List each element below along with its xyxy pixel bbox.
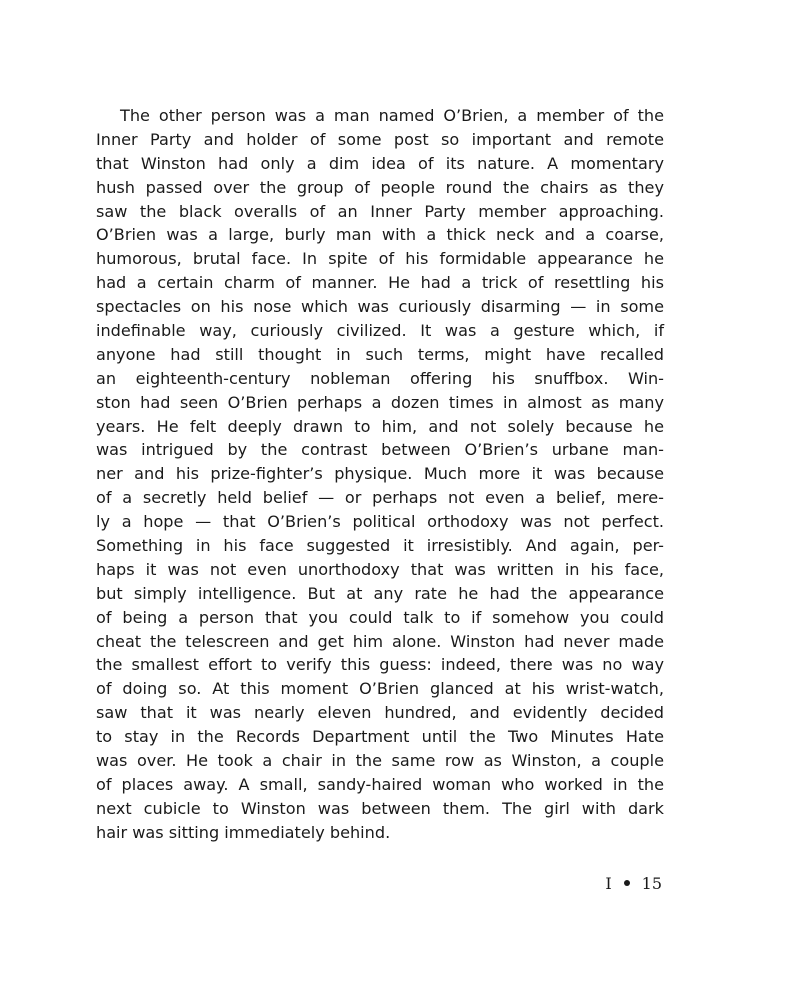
text-line: hair was sitting immediately behind. xyxy=(96,822,391,842)
text-line: was intrigued by the contrast between O’Brien’s urbane man- xyxy=(96,440,664,460)
text-line: but simply intelligence. But at any rate he had the appearance xyxy=(96,583,664,603)
text-line: The other person was a man named O’Brien, a member of the xyxy=(120,106,664,125)
text-line: of places away. A small, sandy-haired woman who worked in the xyxy=(96,774,664,794)
text-line: saw that it was nearly eleven hundred, and evidently decided xyxy=(96,703,664,723)
page-number: 15 xyxy=(641,874,662,893)
text-line: ly a hope — that O’Brien’s political orthodoxy was not perfect. xyxy=(96,512,664,532)
text-line: of a secretly held belief — or perhaps not even a belief, mere- xyxy=(96,488,664,508)
text-line: haps it was not even unorthodoxy that was written in his face, xyxy=(96,559,664,579)
text-line: Something in his face suggested it irresistibly. And again, per- xyxy=(96,536,664,556)
text-line: cheat the telescreen and get him alone. Winston had never made xyxy=(96,631,664,651)
text-line: was over. He took a chair in the same row as Winston, a couple xyxy=(96,751,664,771)
text-line: humorous, brutal face. In spite of his formidable appearance he xyxy=(96,249,664,269)
text-line: ston had seen O’Brien perhaps a dozen times in almost as many xyxy=(96,392,664,412)
text-line: an eighteenth-century nobleman offering his snuffbox. Win- xyxy=(96,368,664,388)
page-footer xyxy=(605,874,662,893)
text-line: ner and his prize-fighter’s physique. Much more it was because xyxy=(96,464,664,484)
bullet-separator xyxy=(624,880,630,886)
text-line: anyone had still thought in such terms, might have recalled xyxy=(96,344,664,364)
part-number: I xyxy=(605,874,612,893)
text-line: Inner Party and holder of some post so important and remote xyxy=(96,129,664,149)
text-line: of being a person that you could talk to if somehow you could xyxy=(96,607,664,627)
text-line: had a certain charm of manner. He had a trick of resettling his xyxy=(96,273,664,293)
text-line: of doing so. At this moment O’Brien glanced at his wrist-watch, xyxy=(96,679,664,699)
text-line: hush passed over the group of people round the chairs as they xyxy=(96,177,664,197)
text-line: next cubicle to Winston was between them. The girl with dark xyxy=(96,798,664,818)
text-line: years. He felt deeply drawn to him, and not solely because he xyxy=(96,416,664,436)
text-line: O’Brien was a large, burly man with a thick neck and a coarse, xyxy=(96,225,664,245)
text-line: saw the black overalls of an Inner Party member approaching. xyxy=(96,201,664,221)
text-line: indefinable way, curiously civilized. It was a gesture which, if xyxy=(96,321,664,341)
text-line: spectacles on his nose which was curiously disarming — in some xyxy=(96,297,664,317)
text-line: to stay in the Records Department until the Two Minutes Hate xyxy=(96,727,664,747)
body-paragraph xyxy=(96,104,664,845)
text-line: that Winston had only a dim idea of its nature. A momentary xyxy=(96,153,664,173)
text-line: the smallest effort to verify this guess: indeed, there was no way xyxy=(96,655,664,675)
